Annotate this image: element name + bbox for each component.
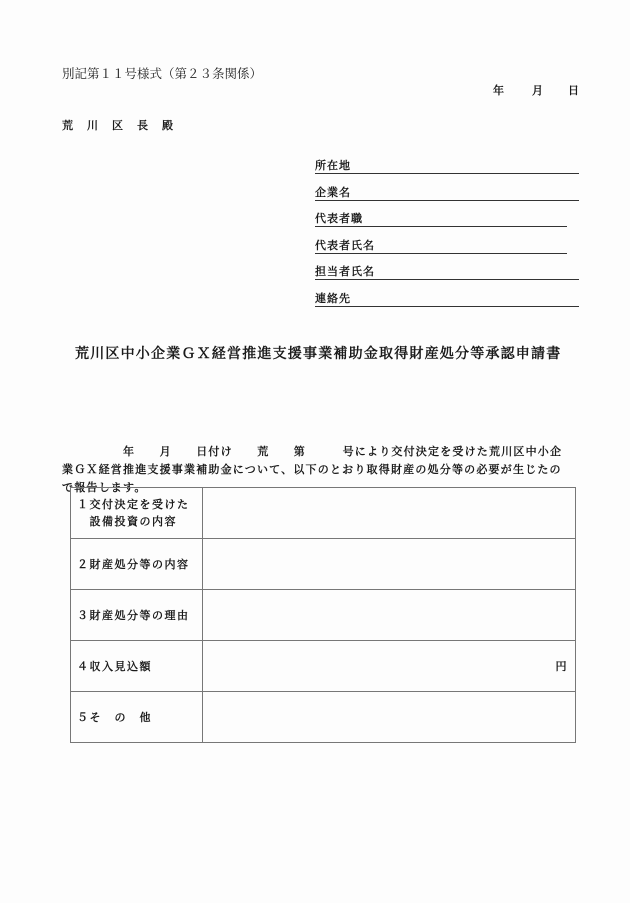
- contact-person-field[interactable]: [315, 265, 579, 280]
- address-field[interactable]: [315, 159, 579, 174]
- addressee-char: 長: [137, 119, 148, 132]
- field-label: 担当者氏名: [315, 265, 375, 278]
- other-input[interactable]: [203, 692, 576, 743]
- date-year: 年: [493, 84, 504, 97]
- addressee-char: 区: [112, 119, 123, 132]
- table-row: [71, 590, 576, 641]
- row-label: ４収入見込額: [71, 641, 203, 692]
- representative-title-field[interactable]: [315, 212, 567, 227]
- field-label: 企業名: [315, 186, 351, 199]
- addressee: [62, 117, 187, 133]
- date-day: 日: [568, 84, 579, 97]
- yen-unit: 円: [555, 660, 568, 673]
- date-month: 月: [532, 84, 543, 97]
- disposal-reason-input[interactable]: [203, 590, 576, 641]
- equipment-investment-input[interactable]: [203, 488, 576, 539]
- body-line: 業ＧＸ経営推進支援事業補助金について、以下のとおり取得財産の処分等の必要が生じたの: [62, 463, 562, 476]
- body-line: で報告します。: [62, 481, 147, 494]
- row-label: ２財産処分等の内容: [71, 539, 203, 590]
- row-label: ５そ の 他: [71, 692, 203, 743]
- field-label: 連絡先: [315, 292, 351, 305]
- table-row: [71, 539, 576, 590]
- table-row: [71, 692, 576, 743]
- disposal-details-table: [70, 487, 576, 743]
- addressee-char: 川: [87, 119, 98, 132]
- addressee-char: 殿: [162, 119, 173, 132]
- form-number: 別記第１１号様式（第２３条関係）: [62, 66, 263, 81]
- table-row: [71, 488, 576, 539]
- contact-info-field[interactable]: [315, 292, 579, 307]
- field-label: 代表者氏名: [315, 239, 375, 252]
- representative-name-field[interactable]: [315, 239, 567, 254]
- company-name-field[interactable]: [315, 186, 579, 201]
- table-row: [71, 641, 576, 692]
- row-label: ３財産処分等の理由: [71, 590, 203, 641]
- field-label: 所在地: [315, 159, 351, 172]
- disposal-content-input[interactable]: [203, 539, 576, 590]
- body-line: 年 月 日付け 荒 第 号により交付決定を受けた荒川区中小企: [62, 445, 563, 458]
- field-label: 代表者職: [315, 212, 363, 225]
- row-label: １交付決定を受けた 設備投資の内容: [71, 488, 203, 539]
- addressee-char: 荒: [62, 119, 73, 132]
- expected-income-input[interactable]: [203, 641, 576, 692]
- document-title: 荒川区中小企業ＧＸ経営推進支援事業補助金取得財産処分等承認申請書: [75, 346, 562, 362]
